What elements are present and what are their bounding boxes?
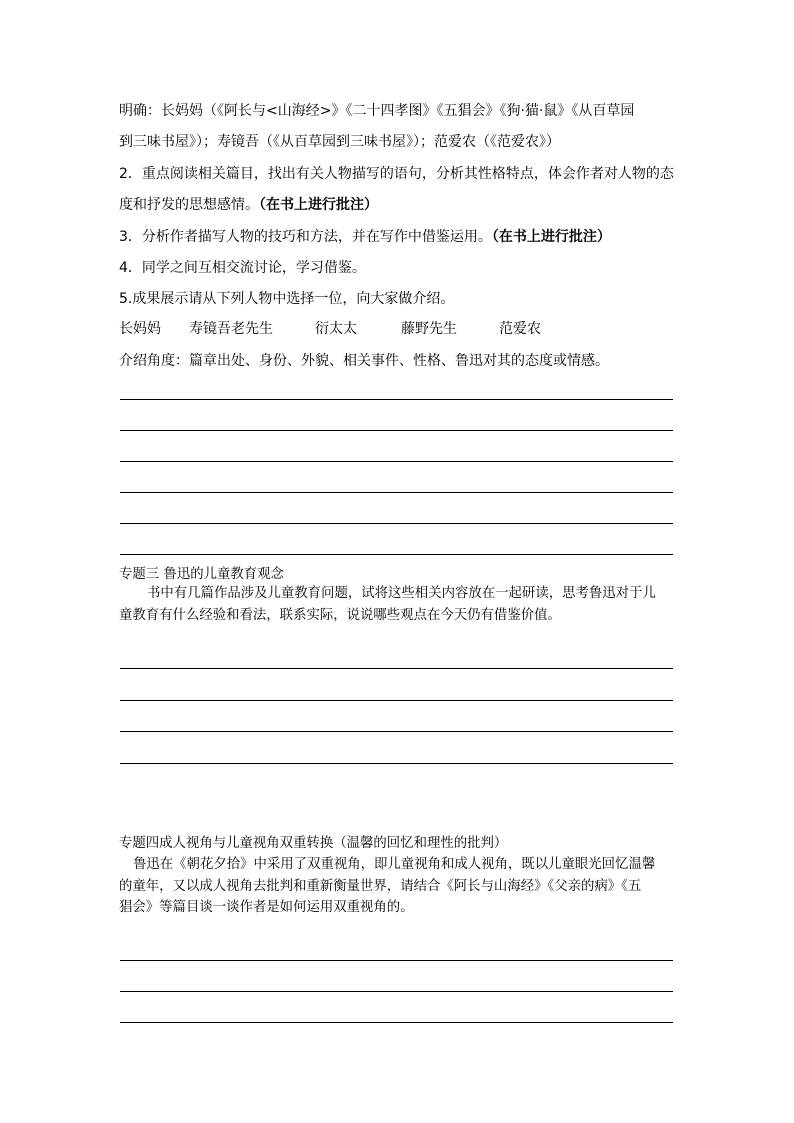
task-3-note: （在书上进行批注）: [491, 229, 611, 245]
person-name: 衍太太: [315, 321, 357, 337]
writing-line[interactable]: [120, 763, 673, 764]
writing-line[interactable]: [120, 430, 673, 431]
task-4: 4．同学之间互相交流讨论，学习借鉴。: [119, 260, 366, 276]
person-name: 范爱农: [499, 321, 541, 337]
topic-3-body-line-2: 童教育有什么经验和看法，联系实际，说说哪些观点在今天仍有借鉴价值。: [119, 608, 561, 623]
answer-line-1: 明确：长妈妈（《阿长与<山海经>》《二十四孝图》《五猖会》《狗·猫·鼠》《从百草园: [119, 103, 635, 119]
writing-line[interactable]: [120, 461, 673, 462]
writing-line[interactable]: [120, 492, 673, 493]
task-2-note: （在书上进行批注）: [259, 197, 378, 213]
writing-line[interactable]: [120, 991, 673, 992]
writing-line[interactable]: [120, 523, 673, 524]
writing-line[interactable]: [120, 700, 673, 701]
person-name: 长妈妈: [119, 321, 161, 337]
topic-3-body-line-1: 书中有几篇作品涉及儿童教育问题，试将这些相关内容放在一起研读，思考鲁迅对于儿: [147, 586, 656, 601]
topic-4-title: 专题四成人视角与儿童视角双重转换（温馨的回忆和理性的批判）: [119, 836, 508, 851]
writing-line[interactable]: [120, 668, 673, 669]
person-name: 寿镜吾老先生: [189, 321, 273, 337]
task-2-line-1: 2．重点阅读相关篇目，找出有关人物描写的语句，分析其性格特点，体会作者对人物的态: [119, 166, 674, 182]
topic-4-body-line-3: 猖会》等篇目谈一谈作者是如何运用双重视角的。: [119, 900, 414, 915]
answer-line-2: 到三味书屋》）；寿镜吾（《从百草园到三味书屋》）；范爱农（《范爱农》）: [119, 134, 560, 150]
writing-line[interactable]: [120, 554, 673, 555]
writing-line[interactable]: [120, 399, 673, 400]
person-name: 藤野先生: [401, 321, 457, 337]
task-2-line-2: [119, 196, 378, 214]
topic-3-title: 专题三 鲁迅的儿童教育观念: [119, 567, 284, 582]
task-3: [119, 228, 611, 246]
writing-line[interactable]: [120, 1022, 673, 1023]
task-2-text: 度和抒发的思想感情。: [119, 197, 259, 213]
intro-angle: 介绍角度：篇章出处、身份、外貌、相关事件、性格、鲁迅对其的态度或情感。: [119, 353, 609, 369]
task-3-text: 3．分析作者描写人物的技巧和方法，并在写作中借鉴运用。: [119, 229, 492, 245]
writing-line[interactable]: [120, 960, 673, 961]
task-5: 5.成果展示请从下列人物中选择一位，向大家做介绍。: [119, 291, 455, 307]
topic-4-body-line-1: 鲁迅在《朝花夕拾》中采用了双重视角，即儿童视角和成人视角，既以儿童眼光回忆温馨: [133, 857, 656, 872]
topic-4-body-line-2: 的童年，又以成人视角去批判和重新衡量世界，请结合《阿长与山海经》《父亲的病》《五: [119, 879, 642, 894]
writing-line[interactable]: [120, 731, 673, 732]
